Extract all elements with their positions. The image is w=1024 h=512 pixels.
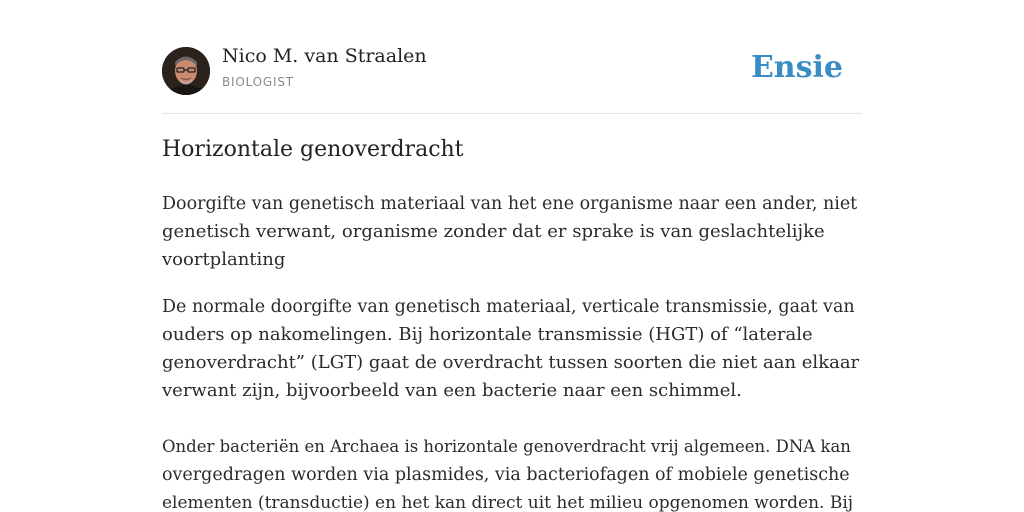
author-role: BIOLOGIST (222, 75, 294, 89)
author-name[interactable]: Nico M. van Straalen (222, 45, 427, 67)
article-summary (162, 190, 862, 274)
summary-line: voortplanting (162, 249, 286, 270)
paragraph-line: genoverdracht” (LGT) gaat de overdracht tussen soorten die niet aan elkaar (162, 352, 860, 373)
article-title: Horizontale genoverdracht (162, 137, 464, 162)
paragraph-line: verwant zijn, bijvoorbeeld van een bacterie naar een schimmel. (162, 380, 742, 401)
paragraph-line: elementen (transductie) en het kan direct uit het milieu opgenomen worden. Bij (162, 493, 854, 512)
summary-line: genetisch verwant, organisme zonder dat er sprake is van geslachtelijke (162, 221, 825, 242)
ensie-logo[interactable]: Ensie (750, 50, 843, 85)
author-photo-icon (162, 47, 210, 95)
author-avatar[interactable] (162, 47, 210, 95)
article-paragraph-1 (162, 293, 862, 405)
summary-line: Doorgifte van genetisch materiaal van het ene organisme naar een ander, niet (162, 194, 858, 214)
paragraph-line: Onder bacteriën en Archaea is horizontale genoverdracht vrij algemeen. DNA kan (162, 437, 851, 456)
paragraph-line: De normale doorgifte van genetisch materiaal, verticale transmissie, gaat van (162, 297, 855, 317)
article-paragraph-2 (162, 433, 862, 512)
paragraph-line: overgedragen worden via plasmides, via bacteriofagen of mobiele genetische (162, 465, 850, 485)
paragraph-line: ouders op nakomelingen. Bij horizontale transmissie (HGT) of “laterale (162, 324, 813, 345)
content-column (162, 0, 862, 512)
author-header (162, 0, 862, 114)
